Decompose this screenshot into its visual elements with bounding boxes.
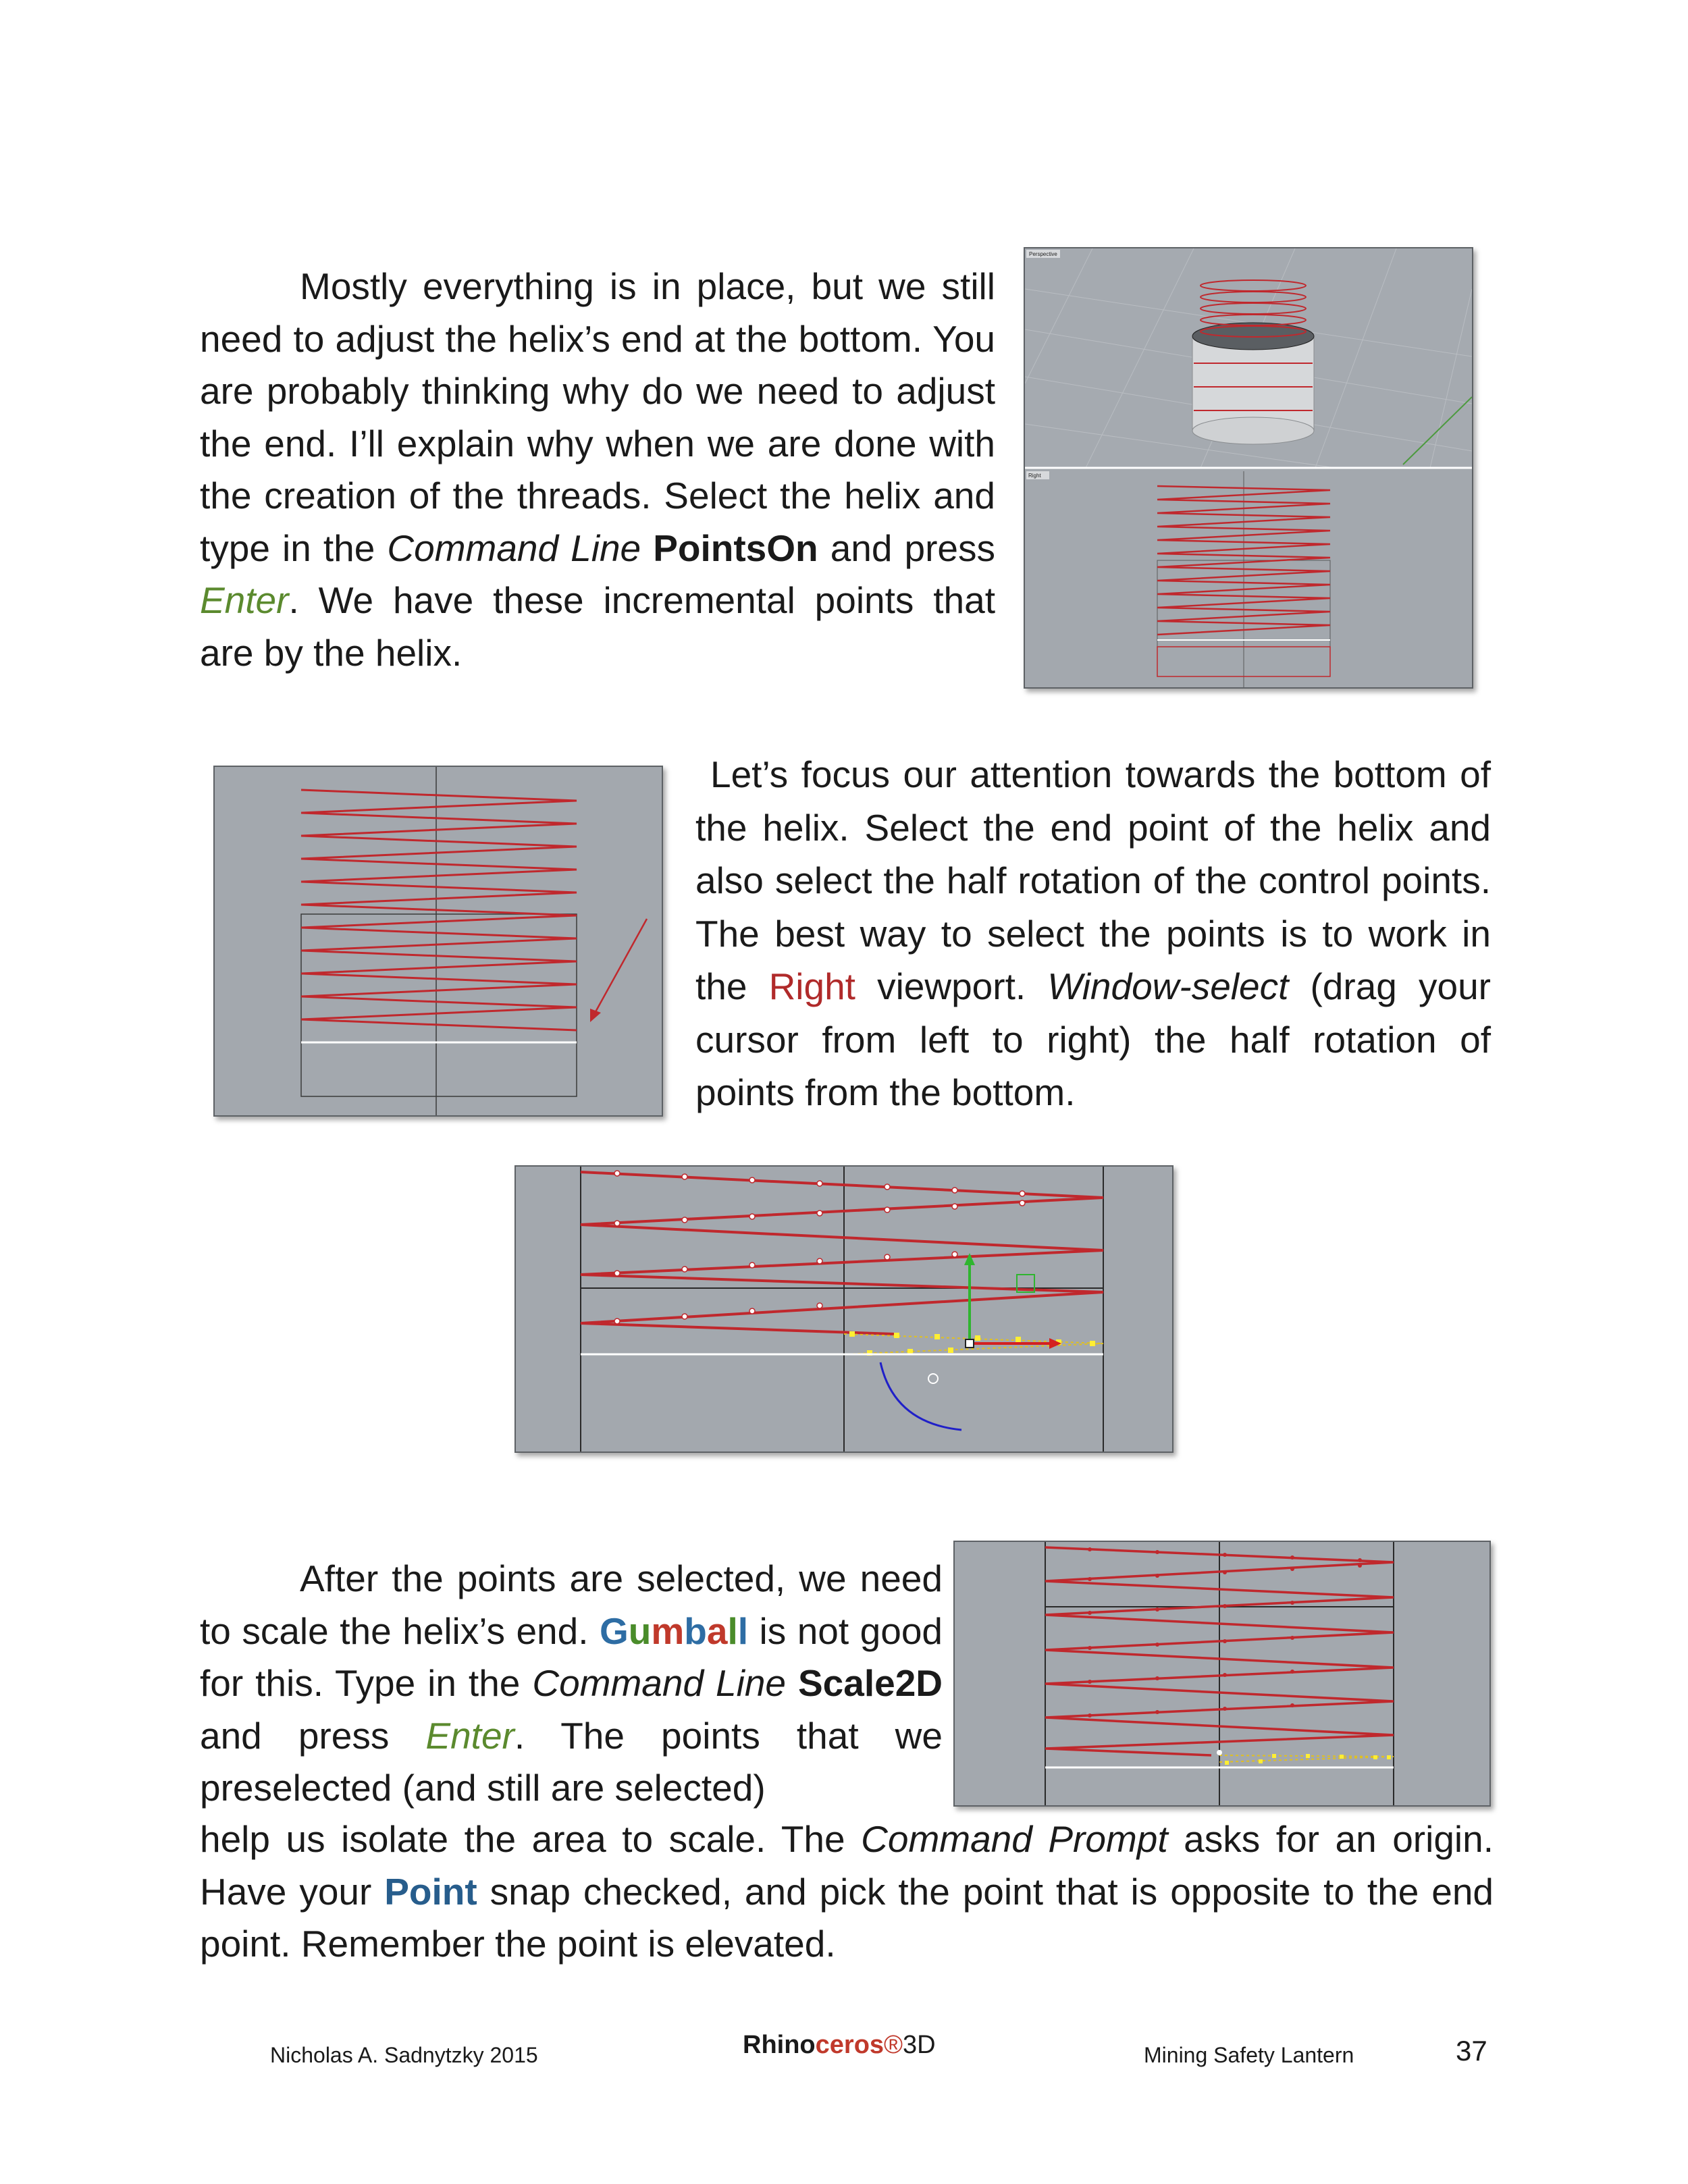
command-line-term: Command Line xyxy=(387,527,641,569)
text: viewport. xyxy=(855,965,1048,1007)
viewport-label-perspective: Perspective xyxy=(1029,251,1057,257)
gumball-letter: l xyxy=(737,1609,749,1652)
gumball-letter: m xyxy=(651,1609,685,1652)
footer-author: Nicholas A. Sadnytzky 2015 xyxy=(270,2043,538,2067)
text: . The points that we preselected (and still are selected) xyxy=(200,1714,943,1809)
gumball-letter: a xyxy=(706,1609,728,1652)
right-viewport-image xyxy=(215,767,662,1115)
command-line-term: Command Line xyxy=(532,1662,787,1704)
brand-registered: ® xyxy=(884,2031,903,2059)
text: and press xyxy=(200,1714,426,1757)
paragraph-scale-intro xyxy=(200,1553,943,1815)
gumball-letter: u xyxy=(628,1609,652,1652)
window-select-term: Window-select xyxy=(1047,965,1289,1007)
paragraph-intro xyxy=(200,261,995,679)
paragraph-command-prompt xyxy=(200,1813,1494,1971)
text: and press xyxy=(818,527,996,569)
screenshot-scale-points xyxy=(953,1541,1491,1807)
text: is not good for this. Type in the xyxy=(200,1609,943,1704)
screenshot-perspective-right-viewports xyxy=(1024,247,1473,689)
origin-point xyxy=(1217,1750,1222,1755)
scale2d-command: Scale2D xyxy=(797,1662,943,1704)
point-snap-term: Point xyxy=(384,1870,477,1913)
cylinder xyxy=(1192,323,1314,444)
brand-3d: 3D xyxy=(903,2031,936,2059)
text: help us isolate the area to scale. The xyxy=(200,1818,862,1860)
brand-ceros: ceros xyxy=(815,2031,885,2059)
footer-title: Mining Safety Lantern xyxy=(1144,2043,1354,2067)
selected-points-image xyxy=(516,1167,1172,1451)
gumball-letter: G xyxy=(599,1609,629,1652)
footer-brand xyxy=(743,2031,936,2060)
text: asks for an origin. Have your xyxy=(200,1818,1494,1913)
enter-key: Enter xyxy=(200,579,289,621)
text: . We have these incremental points that are by the helix. xyxy=(200,579,995,674)
text: Let’s focus our attention towards the bottom of the helix. Select the end point of the helix and also select the half rotation of the control points. The best way to select the points is to work in the xyxy=(695,753,1491,1007)
text: Mostly everything is in place, but we still need to adjust the helix’s end at the bottom. You are probably thinking why do we need to adjust the end. I’ll explain why when we are done with the creation of the threads. Select the helix and type in the xyxy=(200,265,995,569)
screenshot-right-viewport-arrow xyxy=(213,766,663,1117)
pointson-command: PointsOn xyxy=(653,527,818,569)
enter-key: Enter xyxy=(425,1714,515,1757)
right-viewport-term: Right xyxy=(768,965,855,1007)
gumball-word xyxy=(600,1610,748,1652)
page-number: 37 xyxy=(1456,2035,1487,2067)
paragraph-focus-bottom xyxy=(695,748,1491,1119)
text: snap checked, and pick the point that is opposite to the end point. Remember the point is elevated. xyxy=(200,1870,1494,1965)
viewports-image xyxy=(1025,248,1472,687)
viewport-label-right: Right xyxy=(1028,473,1041,479)
text: After the points are selected, we need to scale the helix’s end. xyxy=(200,1557,943,1652)
brand-rhino: Rhino xyxy=(743,2031,816,2059)
scale-points-image xyxy=(955,1542,1489,1805)
gumball-letter: l xyxy=(727,1609,738,1652)
gumball-letter: b xyxy=(684,1609,707,1652)
command-prompt-term: Command Prompt xyxy=(861,1818,1168,1860)
screenshot-selected-points-gumball xyxy=(515,1165,1173,1453)
text: (drag your cursor from left to right) the half rotation of points from the bottom. xyxy=(695,965,1491,1113)
